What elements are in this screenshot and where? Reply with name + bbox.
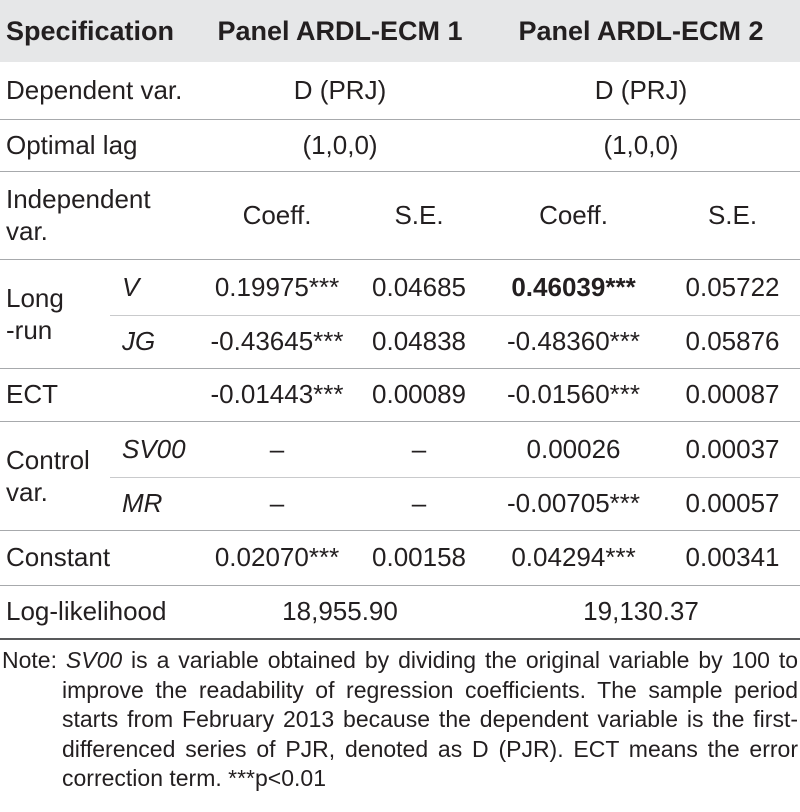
cell-coeff-1: 0.19975*** [198,259,356,315]
control-label-line-2: var. [6,476,48,507]
row-label: ECT [0,368,198,421]
var-name-sv00: SV00 [110,421,198,477]
cell-coeff-1: 0.02070*** [198,530,356,585]
table-note [0,646,800,794]
cell-se-1: 0.04838 [356,315,482,368]
cell-coeff-2: 0.00026 [482,421,665,477]
cell-se-2: 0.00057 [665,477,800,530]
cell-model-1: (1,0,0) [198,119,482,171]
cell-se-1: – [356,421,482,477]
cell-se-2: 0.00087 [665,368,800,421]
cell-se-2: 0.05722 [665,259,800,315]
cell-coeff-2: 0.46039*** [482,259,665,315]
var-name-v: V [110,259,198,315]
table-row-constant [0,530,800,585]
control-label-line-1: Control [6,444,90,475]
cell-se-1: 0.00089 [356,368,482,421]
long-run-label-line-1: Long [6,282,64,313]
cell-model-1: D (PRJ) [198,62,482,119]
table-header-row [0,0,800,62]
var-name-jg: JG [110,315,198,368]
table-row-control-mr [0,477,800,530]
table-row-long-run-jg [0,315,800,368]
cell-coeff-2: -0.48360*** [482,315,665,368]
cell-coeff-2: -0.01560*** [482,368,665,421]
cell-coeff-1: -0.01443*** [198,368,356,421]
cell-coeff-2: 0.04294*** [482,530,665,585]
note-variable-name: SV00 [65,647,123,673]
row-label: Optimal lag [0,119,198,171]
cell-coeff-2: -0.00705*** [482,477,665,530]
cell-coeff-2: Coeff. [482,171,665,259]
cell-se-1: – [356,477,482,530]
row-label: Log-likelihood [6,596,167,627]
cell-coeff-1: -0.43645*** [198,315,356,368]
cell-model-2: (1,0,0) [482,119,800,171]
var-name-mr: MR [110,477,198,530]
cell-se-2: 0.05876 [665,315,800,368]
row-label: Independent var. [0,171,198,259]
cell-se-1: 0.00158 [356,530,482,585]
cell-se-2: 0.00341 [665,530,800,585]
cell-se-1: 0.04685 [356,259,482,315]
table-row-log-likelihood [0,585,800,639]
cell-coeff-1: Coeff. [198,171,356,259]
header-specification: Specification [0,0,198,62]
note-text: is a variable obtained by dividing the original variable by 100 to improve the readability of regression coefficients. The sample period starts from February 2013 because the dependent variable is the first-differenced series of PJR, denoted as D (PJR). ECT means the error correction term. ***p<0.01 [62,647,798,791]
control-group-label [0,421,110,530]
table-row-optimal-lag [0,119,800,171]
long-run-label-line-2: -run [6,314,53,345]
cell-se-2: S.E. [665,171,800,259]
table-row-ect [0,368,800,421]
long-run-group-label [0,259,110,368]
cell-coeff-1: – [198,421,356,477]
cell-se-1: S.E. [356,171,482,259]
table-row-control-sv00 [0,421,800,477]
cell-model-1: 18,955.90 [282,596,398,627]
table-row-long-run-v [0,259,800,315]
cell-model-2: 19,130.37 [583,596,699,627]
table-row-dependent [0,62,800,119]
header-model-2: Panel ARDL-ECM 2 [482,0,800,62]
header-model-1: Panel ARDL-ECM 1 [198,0,482,62]
cell-coeff-1: – [198,477,356,530]
note-prefix: Note: [2,647,57,673]
row-label: Constant [0,530,198,585]
cell-model-2: D (PRJ) [482,62,800,119]
cell-se-2: 0.00037 [665,421,800,477]
table-row-independent [0,171,800,259]
row-label: Dependent var. [0,62,198,119]
note-body [2,646,798,794]
